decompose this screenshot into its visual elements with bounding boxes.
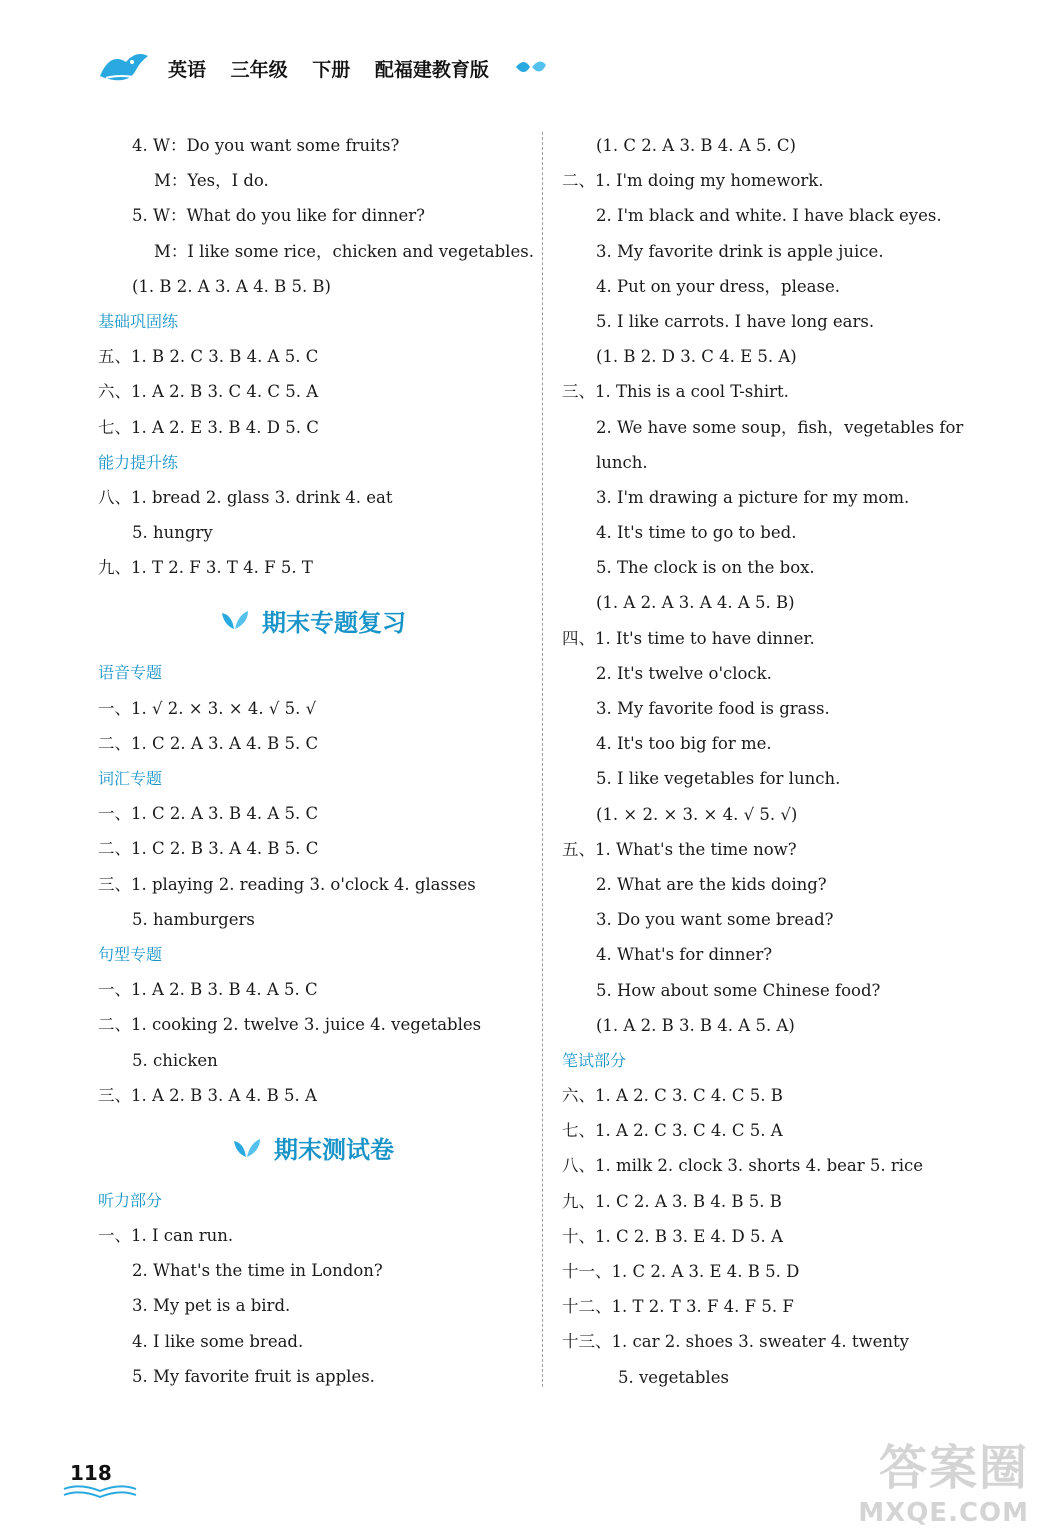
answer-line: 5. I like vegetables for lunch. <box>596 769 841 789</box>
answer-line: (1. × 2. × 3. × 4. √ 5. √) <box>596 804 798 824</box>
header-edition: 配福建教育版 <box>374 58 489 81</box>
answer-line: M：Yes，I do. <box>154 171 269 191</box>
answer-line: 3. I'm drawing a picture for my mom. <box>596 487 910 507</box>
header-subject: 英语 <box>168 58 207 81</box>
left-answer-column <box>98 128 534 1394</box>
answer-line: (1. A 2. B 3. B 4. A 5. A) <box>596 1015 795 1035</box>
answer-line: 5. chicken <box>132 1050 218 1070</box>
section-title-text: 期末测试卷 <box>274 1136 394 1165</box>
answer-line: lunch. <box>596 452 648 472</box>
answer-line: 5. W：What do you like for dinner? <box>132 206 425 226</box>
answer-line: 二、1. cooking 2. twelve 3. juice 4. vegetables <box>98 1015 482 1035</box>
answer-line: 5. How about some Chinese food? <box>596 980 881 1000</box>
page-number: 118 <box>70 1461 112 1485</box>
answer-line: 三、1. This is a cool T-shirt. <box>562 382 789 402</box>
answer-line: M：I like some rice，chicken and vegetables. <box>154 241 534 261</box>
answer-line: 五、1. What's the time now? <box>562 839 797 859</box>
subsection-heading: 句型专题 <box>98 944 163 964</box>
answer-line: 4. It's time to go to bed. <box>596 523 797 543</box>
answer-line: 4. W：Do you want some fruits? <box>132 136 400 155</box>
answer-line: 一、1. I can run. <box>98 1226 234 1246</box>
answer-line: 三、1. A 2. B 3. A 4. B 5. A <box>98 1085 317 1105</box>
answer-line: 4. What's for dinner? <box>596 945 773 965</box>
bird-logo-icon <box>96 48 152 90</box>
answer-line: 5. My favorite fruit is apples. <box>132 1366 375 1386</box>
watermark-url: MXQE.COM <box>858 1498 1029 1528</box>
answer-line: 2. What are the kids doing? <box>596 874 827 894</box>
answer-line: 2. It's twelve o'clock. <box>596 663 772 683</box>
answer-line: 一、1. C 2. A 3. B 4. A 5. C <box>98 804 319 824</box>
answer-line: (1. B 2. A 3. A 4. B 5. B) <box>132 276 331 296</box>
answer-line: 八、1. milk 2. clock 3. shorts 4. bear 5. rice <box>562 1156 924 1176</box>
answer-line: 4. It's too big for me. <box>596 734 772 754</box>
subsection-heading: 能力提升练 <box>98 452 179 472</box>
answer-line: 二、1. C 2. B 3. A 4. B 5. C <box>98 839 319 859</box>
answer-line: 三、1. playing 2. reading 3. o'clock 4. glasses <box>98 874 476 894</box>
sprout-icon <box>232 1137 262 1159</box>
watermark <box>858 1429 1029 1528</box>
answer-line: 5. hamburgers <box>132 909 255 929</box>
answer-line: 5. hungry <box>132 523 213 543</box>
answer-line: 七、1. A 2. C 3. C 4. C 5. A <box>562 1121 783 1141</box>
answer-line: 十、1. C 2. B 3. E 4. D 5. A <box>562 1226 783 1246</box>
answer-line: 4. I like some bread. <box>132 1331 304 1351</box>
answer-line: 一、1. A 2. B 3. B 4. A 5. C <box>98 980 318 1000</box>
sprout-icon <box>220 609 250 631</box>
answer-line: 5. I like carrots. I have long ears. <box>596 311 875 331</box>
answer-line: 十一、1. C 2. A 3. E 4. B 5. D <box>562 1262 800 1281</box>
answer-line: 六、1. A 2. B 3. C 4. C 5. A <box>98 382 319 402</box>
answer-line: 五、1. B 2. C 3. B 4. A 5. C <box>98 347 319 367</box>
answer-line: 八、1. bread 2. glass 3. drink 4. eat <box>98 487 393 507</box>
leaf-decoration-icon <box>514 57 548 81</box>
page-header <box>168 50 507 86</box>
answer-line: (1. B 2. D 3. C 4. E 5. A) <box>596 347 797 367</box>
answer-line: 3. My pet is a bird. <box>132 1296 291 1316</box>
answer-line: 六、1. A 2. C 3. C 4. C 5. B <box>562 1086 783 1106</box>
answer-line: (1. C 2. A 3. B 4. A 5. C) <box>596 136 796 155</box>
page-footer <box>60 1455 140 1505</box>
right-answer-column <box>562 128 1002 1395</box>
answer-line: 九、1. T 2. F 3. T 4. F 5. T <box>98 558 313 578</box>
answer-line: 4. Put on your dress，please. <box>596 276 840 296</box>
subsection-heading: 基础巩固练 <box>98 311 179 331</box>
answer-line: 七、1. A 2. E 3. B 4. D 5. C <box>98 417 319 437</box>
header-volume: 下册 <box>312 58 351 81</box>
section-title <box>98 1113 528 1183</box>
answer-line: 一、1. √ 2. × 3. × 4. √ 5. √ <box>98 698 317 718</box>
answer-line: 2. We have some soup，fish，vegetables for <box>596 417 964 437</box>
subsection-heading: 词汇专题 <box>98 769 163 788</box>
answer-line: 5. The clock is on the box. <box>596 558 815 578</box>
answer-line: 3. My favorite drink is apple juice. <box>596 241 884 261</box>
watermark-title: 答案圈 <box>878 1440 1029 1496</box>
answer-line: 二、1. I'm doing my homework. <box>562 171 824 191</box>
answer-line: 3. Do you want some bread? <box>596 910 834 930</box>
answer-line: 四、1. It's time to have dinner. <box>562 628 815 648</box>
answer-line: 2. I'm black and white. I have black eyes. <box>596 206 942 226</box>
answer-line: 九、1. C 2. A 3. B 4. B 5. B <box>562 1191 782 1211</box>
section-title <box>98 585 528 655</box>
answer-line: 5. vegetables <box>618 1367 729 1387</box>
answer-line: (1. A 2. A 3. A 4. A 5. B) <box>596 593 795 613</box>
answer-line: 2. What's the time in London? <box>132 1261 383 1281</box>
answer-line: 十三、1. car 2. shoes 3. sweater 4. twenty <box>562 1332 909 1352</box>
subsection-heading: 听力部分 <box>98 1190 163 1210</box>
answer-line: 十二、1. T 2. T 3. F 4. F 5. F <box>562 1297 794 1317</box>
subsection-heading: 语音专题 <box>98 663 163 683</box>
column-divider <box>542 132 543 1387</box>
answer-line: 二、1. C 2. A 3. A 4. B 5. C <box>98 733 319 753</box>
section-title-text: 期末专题复习 <box>262 608 406 637</box>
answer-line: 3. My favorite food is grass. <box>596 699 830 718</box>
header-grade: 三年级 <box>230 58 288 81</box>
subsection-heading: 笔试部分 <box>562 1050 627 1070</box>
